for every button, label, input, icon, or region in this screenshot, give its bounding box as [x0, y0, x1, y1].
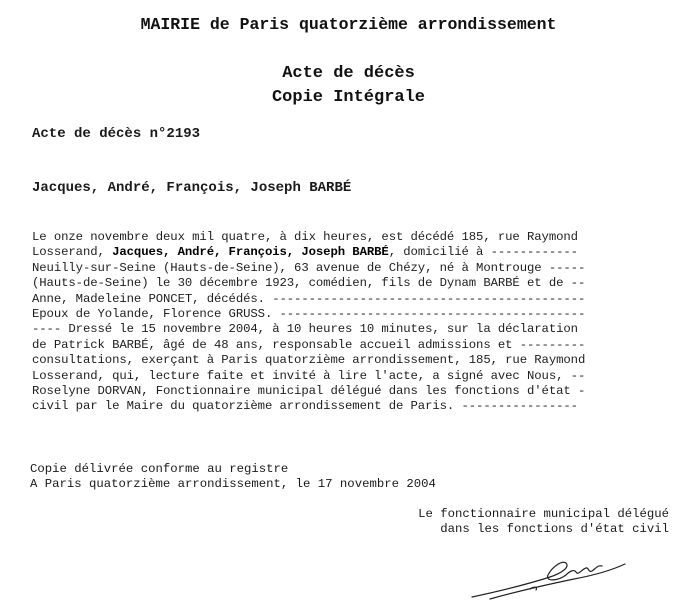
- body-line: Roselyne DORVAN, Fonctionnaire municipal délégué dans les fonctions d'état -: [32, 384, 586, 399]
- acte-number: Acte de décès n°2193: [32, 126, 201, 142]
- copie-place-date: A Paris quatorzième arrondissement, le 17 novembre 2004: [30, 477, 436, 492]
- body-line: consultations, exerçant à Paris quatorzième arrondissement, 185, rue Raymond: [32, 353, 586, 368]
- body-line: de Patrick BARBÉ, âgé de 48 ans, responsable accueil admissions et ---------: [32, 337, 586, 352]
- signatory-function: dans les fonctions d'état civil: [440, 522, 669, 537]
- signatory-title: Le fonctionnaire municipal délégué: [418, 507, 669, 521]
- body-line: Losserand, qui, lecture faite et invité à lire l'acte, a signé avec Nous, --: [32, 368, 586, 383]
- body-line: Neuilly-sur-Seine (Hauts-de-Seine), 63 avenue de Chézy, né à Montrouge -----: [32, 260, 586, 275]
- body-line: (Hauts-de-Seine) le 30 décembre 1923, comédien, fils de Dynam BARBÉ et de --: [32, 276, 586, 291]
- body-name-bold: Jacques, André, François, Joseph BARBÉ: [112, 245, 389, 260]
- copie-line: Copie délivrée conforme au registre: [30, 462, 289, 476]
- body-line: Losserand,: [32, 245, 113, 260]
- body-line: ---- Dressé le 15 novembre 2004, à 10 heures 10 minutes, sur la déclaration: [32, 322, 578, 337]
- document-subtitle: Copie Intégrale: [271, 88, 426, 107]
- body-line: , domicilié à ------------: [388, 245, 578, 260]
- deceased-name: Jacques, André, François, Joseph BARBÉ: [32, 180, 352, 196]
- copie-delivree: [30, 462, 436, 493]
- body-line: Le onze novembre deux mil quatre, à dix heures, est décédé 185, rue Raymond: [32, 230, 578, 244]
- acte-body: [32, 230, 585, 415]
- mairie-heading: MAIRIE de Paris quatorzième arrondissement: [140, 15, 557, 34]
- body-line: civil par le Maire du quatorzième arrondissement de Paris. ----------------: [32, 399, 578, 414]
- signatory-block: [418, 507, 669, 538]
- body-line: Epoux de Yolande, Florence GRUSS. ------------------------------------------: [32, 307, 586, 322]
- document-title: Acte de décès: [282, 64, 415, 83]
- signature-icon: [470, 555, 630, 600]
- body-line: Anne, Madeleine PONCET, décédés. -------------------------------------------: [32, 291, 586, 306]
